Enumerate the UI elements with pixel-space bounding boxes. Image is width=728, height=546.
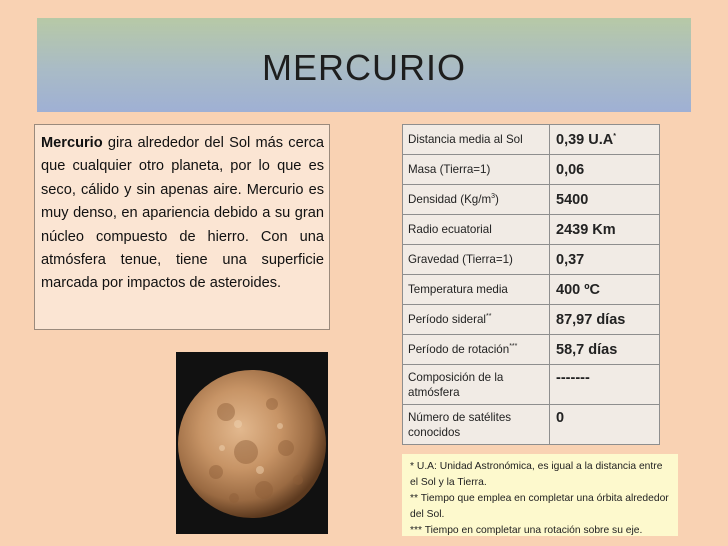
description-bold-start: Mercurio <box>41 135 103 151</box>
row-value: 87,97 días <box>550 305 660 335</box>
footnotes-box <box>402 454 678 536</box>
row-label: Densidad $(Kg/m^3)$ <box>403 185 550 215</box>
table-row <box>403 335 660 365</box>
table-row <box>403 215 660 245</box>
row-label: Temperatura media <box>403 275 550 305</box>
title-band <box>37 18 691 112</box>
row-label: Período sideral** <box>403 305 550 335</box>
table-row <box>403 245 660 275</box>
table-row <box>403 185 660 215</box>
row-value: 5400 <box>550 185 660 215</box>
footnote-3: *** Tiempo en completar una rotación sobre su eje. <box>410 525 643 536</box>
row-label: Distancia media al Sol <box>403 125 550 155</box>
row-value: 0,37 <box>550 245 660 275</box>
footnote-1: * U.A: Unidad Astronómica, es igual a la distancia entre el Sol y la Tierra. <box>410 461 663 488</box>
row-value: 400 ºC <box>550 275 660 305</box>
row-label: Masa (Tierra=1) <box>403 155 550 185</box>
row-value: ------- <box>550 365 660 405</box>
table-row <box>403 405 660 445</box>
row-label: Radio ecuatorial <box>403 215 550 245</box>
mercury-planet-icon <box>176 352 328 534</box>
row-label: Gravedad (Tierra=1) <box>403 245 550 275</box>
page-title: MERCURIO <box>262 47 466 88</box>
data-table <box>402 124 660 445</box>
row-value: 2439 Km <box>550 215 660 245</box>
row-label: Número de satélites conocidos <box>403 405 550 445</box>
footnote-2: ** Tiempo que emplea en completar una órbita alrededor del Sol. <box>410 493 669 520</box>
description-box <box>34 124 330 330</box>
row-value: 0,06 <box>550 155 660 185</box>
table-row <box>403 305 660 335</box>
row-value: 0,39 U.A* <box>550 125 660 155</box>
table-row <box>403 275 660 305</box>
row-value: 0 <box>550 405 660 445</box>
table-row <box>403 365 660 405</box>
row-label: Composición de la atmósfera <box>403 365 550 405</box>
table-row <box>403 155 660 185</box>
row-label: Período de rotación*** <box>403 335 550 365</box>
table-row <box>403 125 660 155</box>
row-value: 58,7 días <box>550 335 660 365</box>
mercury-image <box>176 352 328 534</box>
description-text: gira alrededor del Sol más cerca que cualquier otro planeta, por lo que es seco, cálido y sin apenas aire. Mercurio es muy denso, en apariencia debido a su gran núcleo compuesto de hierro. Con una atmósfera tenue, tiene una superficie marcada por impactos de asteroides. <box>41 135 324 292</box>
